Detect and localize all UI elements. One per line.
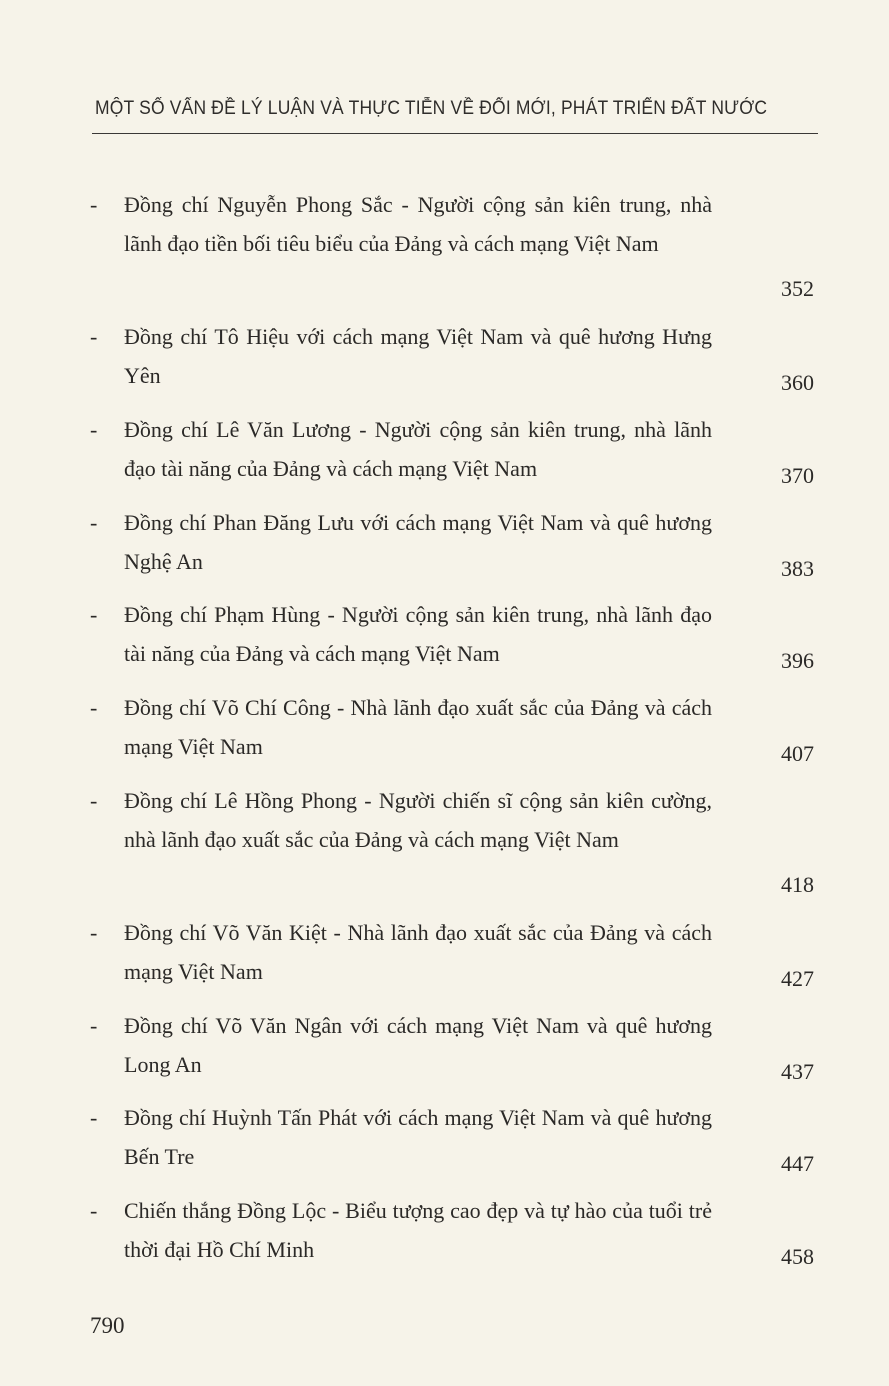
toc-entry-title: Đồng chí Võ Văn Ngân với cách mạng Việt Nam và quê hương Long An bbox=[124, 1013, 712, 1077]
toc-entry[interactable] bbox=[90, 318, 820, 396]
toc-entry-page: 427 bbox=[781, 965, 814, 991]
toc-entry[interactable] bbox=[90, 1007, 820, 1085]
header-rule bbox=[92, 133, 818, 134]
toc-entry-title: Đồng chí Phan Đăng Lưu với cách mạng Việt Nam và quê hương Nghệ An bbox=[124, 510, 712, 574]
toc-bullet: - bbox=[90, 788, 98, 813]
toc-entry-title: Đồng chí Nguyễn Phong Sắc - Người cộng sản kiên trung, nhà lãnh đạo tiền bối tiêu biểu của Đảng và cách mạng Việt Nam bbox=[124, 192, 712, 256]
toc-bullet: - bbox=[90, 510, 98, 535]
toc-entry-title: Đồng chí Võ Văn Kiệt - Nhà lãnh đạo xuất sắc của Đảng và cách mạng Việt Nam bbox=[124, 920, 712, 984]
toc-bullet: - bbox=[90, 602, 98, 627]
toc-entry-title: Đồng chí Phạm Hùng - Người cộng sản kiên trung, nhà lãnh đạo tài năng của Đảng và cách mạng Việt Nam bbox=[124, 602, 712, 666]
toc-bullet: - bbox=[90, 695, 98, 720]
toc-entry-page: 352 bbox=[781, 275, 814, 301]
page-number: 790 bbox=[90, 1313, 125, 1338]
running-header: MỘT SỐ VẤN ĐỀ LÝ LUẬN VÀ THỰC TIỄN VỀ ĐỔI MỚI, PHÁT TRIỂN ĐẤT NƯỚC bbox=[95, 98, 768, 119]
toc-entry[interactable] bbox=[90, 782, 820, 898]
toc-entry-title: Chiến thắng Đồng Lộc - Biểu tượng cao đẹp và tự hào của tuổi trẻ thời đại Hồ Chí Minh bbox=[124, 1198, 712, 1262]
toc-bullet: - bbox=[90, 1013, 98, 1038]
toc-entry[interactable] bbox=[90, 186, 820, 302]
toc-entry-page: 383 bbox=[781, 555, 814, 581]
toc-entry-page: 458 bbox=[781, 1243, 814, 1269]
toc-entry[interactable] bbox=[90, 411, 820, 489]
toc-entry-page: 360 bbox=[781, 369, 814, 395]
toc-entry[interactable] bbox=[90, 504, 820, 582]
toc-entry-title: Đồng chí Lê Văn Lương - Người cộng sản kiên trung, nhà lãnh đạo tài năng của Đảng và cách mạng Việt Nam bbox=[124, 417, 712, 481]
toc-entry[interactable] bbox=[90, 1099, 820, 1177]
toc-entry-page: 396 bbox=[781, 647, 814, 673]
toc-entry-page: 447 bbox=[781, 1150, 814, 1176]
toc-entry-title: Đồng chí Huỳnh Tấn Phát với cách mạng Việt Nam và quê hương Bến Tre bbox=[124, 1105, 712, 1169]
toc-entry-page: 407 bbox=[781, 740, 814, 766]
toc-entry-title: Đồng chí Lê Hồng Phong - Người chiến sĩ cộng sản kiên cường, nhà lãnh đạo xuất sắc của Đảng và cách mạng Việt Nam bbox=[124, 788, 712, 852]
toc-entry-title: Đồng chí Võ Chí Công - Nhà lãnh đạo xuất sắc của Đảng và cách mạng Việt Nam bbox=[124, 695, 712, 759]
toc-bullet: - bbox=[90, 192, 98, 217]
toc-bullet: - bbox=[90, 1105, 98, 1130]
toc-entry-page: 418 bbox=[781, 871, 814, 897]
toc-bullet: - bbox=[90, 417, 98, 442]
toc-entry[interactable] bbox=[90, 596, 820, 674]
toc-entry-page: 370 bbox=[781, 462, 814, 488]
toc-bullet: - bbox=[90, 324, 98, 349]
toc-entry[interactable] bbox=[90, 689, 820, 767]
toc-entry-title: Đồng chí Tô Hiệu với cách mạng Việt Nam và quê hương Hưng Yên bbox=[124, 324, 712, 388]
toc-entry[interactable] bbox=[90, 1192, 820, 1270]
toc-bullet: - bbox=[90, 920, 98, 945]
toc-entry-page: 437 bbox=[781, 1058, 814, 1084]
toc-bullet: - bbox=[90, 1198, 98, 1223]
toc-entry[interactable] bbox=[90, 914, 820, 992]
